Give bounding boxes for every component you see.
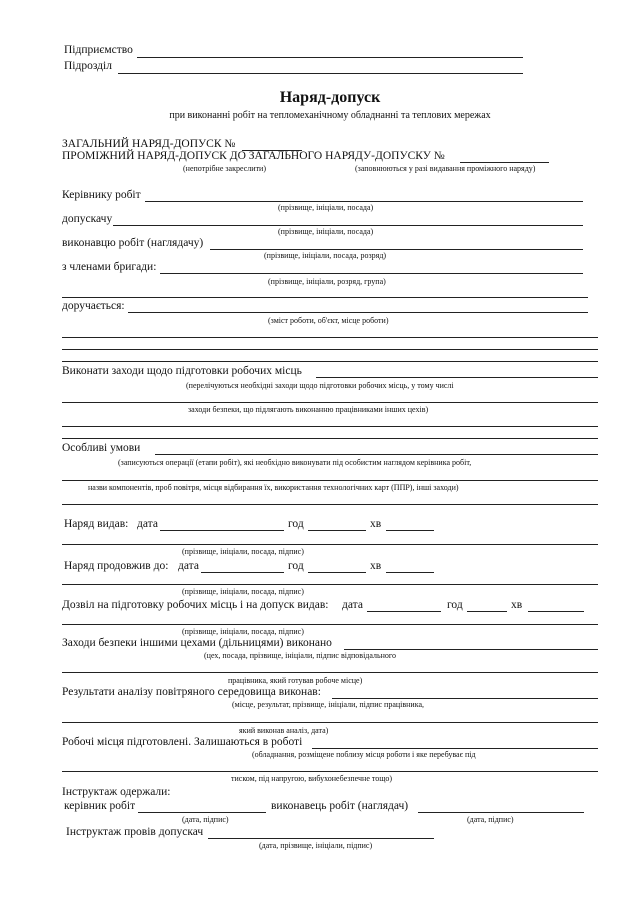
- extended-signature-field[interactable]: [62, 584, 598, 585]
- performer-label: виконавцю робіт (наглядачу): [62, 237, 204, 249]
- air-analysis-label: Результати аналізу повітряного середовища виконав:: [62, 686, 321, 698]
- permission-date-label: дата: [342, 599, 363, 611]
- permission-hour-field[interactable]: [467, 611, 507, 612]
- briefing-performer-hint: (дата, підпис): [467, 815, 514, 824]
- intermediate-permit-number-field[interactable]: [460, 162, 549, 163]
- special-conditions-hint-2: назви компонентів, проб повітря, місця відбирання їх, використання технологічних карт (ППР), інші заходи): [88, 483, 459, 492]
- department-field[interactable]: [118, 73, 523, 74]
- ready-label: Робочі місця підготовлені. Залишаються в роботі: [62, 736, 303, 748]
- preparation-field-2[interactable]: [62, 402, 598, 403]
- work-manager-label: Керівнику робіт: [62, 189, 141, 201]
- intermediate-permit-label: ПРОМІЖНИЙ НАРЯД-ДОПУСК ДО ЗАГАЛЬНОГО НАРЯДУ-ДОПУСКУ №: [62, 150, 445, 162]
- brigade-label: з членами бригади:: [62, 261, 157, 273]
- fill-note: (заповнюються у разі видавання проміжного наряду): [355, 164, 536, 173]
- work-manager-field[interactable]: [145, 201, 583, 202]
- extended-date-field[interactable]: [201, 572, 284, 573]
- admitter-field[interactable]: [113, 225, 583, 226]
- issued-hint: (прізвище, ініціали, посада, підпис): [182, 547, 304, 556]
- extended-minute-field[interactable]: [386, 572, 434, 573]
- issued-hour-field[interactable]: [308, 530, 366, 531]
- document-subtitle: при виконанні робіт на тепломеханічному обладнанні та теплових мережах: [169, 110, 491, 121]
- air-analysis-field-2[interactable]: [62, 722, 598, 723]
- brigade-hint: (прізвище, ініціали, розряд, група): [268, 277, 386, 286]
- assignment-label: доручається:: [62, 300, 125, 312]
- assignment-field-2[interactable]: [62, 337, 598, 338]
- enterprise-label: Підприємство: [64, 44, 133, 56]
- air-analysis-field-1[interactable]: [332, 698, 598, 699]
- issued-hour-label: год: [288, 518, 304, 530]
- extended-date-label: дата: [178, 560, 199, 572]
- preparation-field-1[interactable]: [316, 377, 598, 378]
- permission-minute-label: хв: [511, 599, 523, 611]
- other-shops-field-2[interactable]: [62, 672, 598, 673]
- brigade-field-2[interactable]: [62, 297, 588, 298]
- preparation-field-4[interactable]: [62, 438, 598, 439]
- assignment-field-1[interactable]: [128, 312, 588, 313]
- enterprise-field[interactable]: [137, 57, 523, 58]
- ready-hint-2: тиском, під напругою, вибухонебезпечне тощо): [231, 774, 393, 783]
- issued-label: Наряд видав:: [64, 518, 129, 530]
- other-shops-field-1[interactable]: [344, 649, 598, 650]
- issued-date-field[interactable]: [160, 530, 284, 531]
- permission-label: Дозвіл на підготовку робочих місць і на допуск видав:: [62, 599, 329, 611]
- other-shops-label: Заходи безпеки іншими цехами (дільницями) виконано: [62, 637, 332, 649]
- special-conditions-hint-1: (записуються операції (етапи робіт), які необхідно виконувати під особистим наглядом керівника робіт,: [118, 458, 472, 467]
- extended-minute-label: хв: [370, 560, 382, 572]
- preparation-hint-1: (перелічуються необхідні заходи щодо підготовки робочих місць, у тому числі: [186, 381, 454, 390]
- air-analysis-hint-1: (місце, результат, прізвище, ініціали, підпис працівника,: [232, 700, 425, 709]
- performer-hint: (прізвище, ініціали, посада, розряд): [264, 251, 387, 260]
- permission-signature-field[interactable]: [62, 624, 598, 625]
- admitter-hint: (прізвище, ініціали, посада): [278, 227, 374, 236]
- department-label: Підрозділ: [64, 60, 112, 72]
- assignment-hint: (зміст роботи, об'єкт, місце роботи): [268, 316, 389, 325]
- briefing-received-label: Інструктаж одержали:: [62, 786, 171, 798]
- briefing-manager-field[interactable]: [138, 812, 266, 813]
- extended-hour-label: год: [288, 560, 304, 572]
- issued-signature-field[interactable]: [62, 544, 598, 545]
- other-shops-hint-2: працівника, який готував робоче місце): [228, 676, 363, 685]
- permission-date-field[interactable]: [367, 611, 441, 612]
- briefing-performer-field[interactable]: [418, 812, 584, 813]
- special-conditions-field-3[interactable]: [62, 504, 598, 505]
- briefing-performer-label: виконавець робіт (наглядач): [271, 800, 409, 812]
- preparation-label: Виконати заходи щодо підготовки робочих місць: [62, 365, 302, 377]
- general-permit-label: ЗАГАЛЬНИЙ НАРЯД-ДОПУСК №: [62, 138, 236, 150]
- preparation-hint-2: заходи безпеки, що підлягають виконанню працівниками інших цехів): [188, 405, 429, 414]
- extended-hour-field[interactable]: [308, 572, 366, 573]
- document-title: Наряд-допуск: [279, 89, 381, 106]
- brigade-field-1[interactable]: [160, 273, 583, 274]
- special-conditions-field-2[interactable]: [62, 480, 598, 481]
- cross-out-note: (непотрібне закреслити): [183, 164, 267, 173]
- ready-field-1[interactable]: [312, 748, 598, 749]
- issued-minute-field[interactable]: [386, 530, 434, 531]
- other-shops-hint-1: (цех, посада, прізвище, ініціали, підпис відповідального: [204, 651, 396, 660]
- extended-label: Наряд продовжив до:: [64, 560, 169, 572]
- ready-hint-1: (обладнання, розміщене поблизу місця роботи і яке перебуває під: [252, 750, 476, 759]
- preparation-field-3[interactable]: [62, 426, 598, 427]
- special-conditions-label: Особливі умови: [62, 442, 141, 454]
- briefing-given-label: Інструктаж провів допускач: [66, 826, 204, 838]
- permission-hint: (прізвище, ініціали, посада, підпис): [182, 627, 304, 636]
- special-conditions-field-1[interactable]: [155, 454, 598, 455]
- air-analysis-hint-2: який виконав аналіз, дата): [239, 726, 329, 735]
- admitter-label: допускачу: [62, 213, 113, 225]
- performer-field[interactable]: [210, 249, 583, 250]
- ready-field-2[interactable]: [62, 771, 598, 772]
- permission-minute-field[interactable]: [528, 611, 584, 612]
- briefing-manager-hint: (дата, підпис): [182, 815, 229, 824]
- permission-hour-label: год: [447, 599, 463, 611]
- work-manager-hint: (прізвище, ініціали, посада): [278, 203, 374, 212]
- extended-hint: (прізвище, ініціали, посада, підпис): [182, 587, 304, 596]
- assignment-field-3[interactable]: [62, 349, 598, 350]
- briefing-manager-label: керівник робіт: [64, 800, 136, 812]
- briefing-given-field[interactable]: [208, 838, 434, 839]
- briefing-given-hint: (дата, прізвище, ініціали, підпис): [259, 841, 373, 850]
- issued-minute-label: хв: [370, 518, 382, 530]
- assignment-field-4[interactable]: [62, 361, 598, 362]
- issued-date-label: дата: [137, 518, 158, 530]
